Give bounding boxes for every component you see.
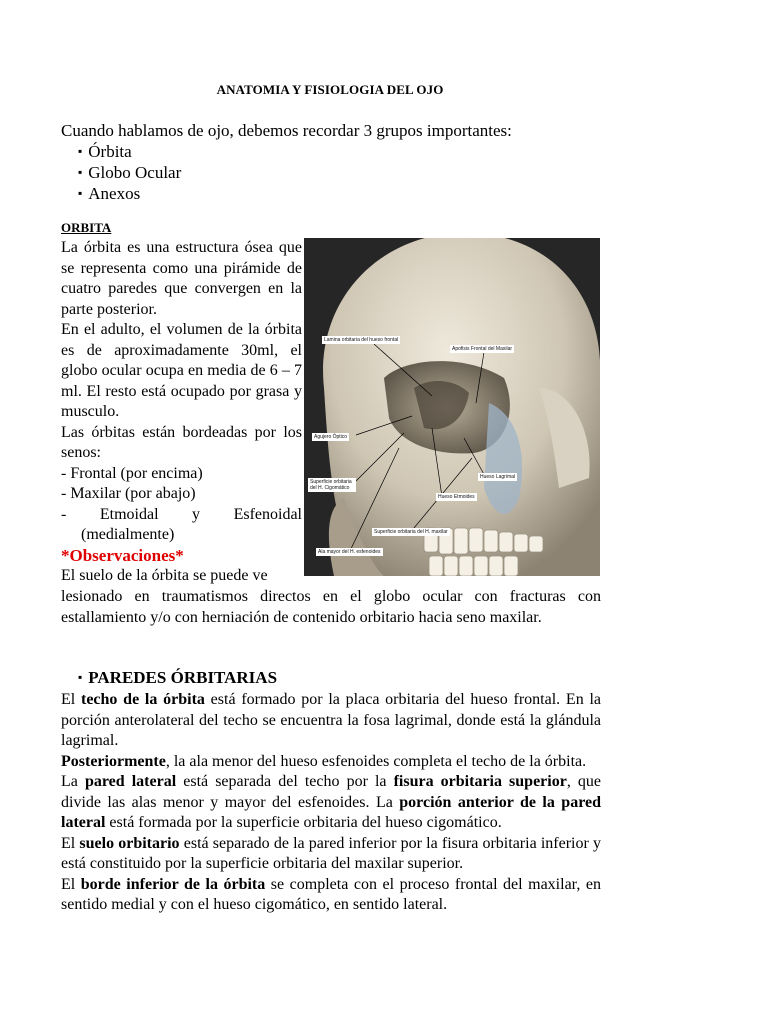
observaciones-label: *Observaciones* xyxy=(61,545,184,565)
skull-anatomy-figure xyxy=(304,238,600,576)
observaciones-continuation: lesionado en traumatismos directos en el globo ocular con fracturas con estallamiento y/o con herniación de contenido orbitario hacia seno maxilar. xyxy=(61,588,601,626)
figure-label: Ala mayor del H. esfenoides xyxy=(318,549,381,555)
paredes-text xyxy=(61,690,601,916)
figure-label: Hueso Etmoides xyxy=(438,494,475,500)
paredes-paragraph-techo: El techo de la órbita está formado por la placa orbitaria del hueso frontal. En la porción anterolateral del techo se encuentra la fosa lagrimal, donde está la glándula lagrimal. xyxy=(61,691,602,749)
figure-label: Hueso Lagrimal xyxy=(480,474,516,480)
section-heading-paredes: ▪ PAREDES ÓRBITARIAS xyxy=(78,668,277,688)
paredes-paragraph-suelo: El suelo orbitario está separado de la pared inferior por la fisura orbitaria inferior y está constituido por la superficie orbitaria del maxilar superior. xyxy=(61,834,601,872)
seno-maxilar: - Maxilar (por abajo) xyxy=(61,485,196,502)
figure-label: Lamina orbitaria del hueso frontal xyxy=(324,337,399,343)
observaciones-line-1: El suelo de la órbita se puede ve xyxy=(61,567,268,584)
document-title: ANATOMIA Y FISIOLOGIA DEL OJO xyxy=(216,82,444,97)
section-heading-orbita: ORBITA xyxy=(61,220,112,235)
orbita-text-column xyxy=(61,238,302,587)
figure-label: Superficie orbitaria del H. maxilar xyxy=(374,529,448,535)
intro-text: Cuando hablamos de ojo, debemos recordar 3 grupos importantes: xyxy=(61,121,512,140)
orbita-paragraph-1: La órbita es una estructura ósea que se representa como una pirámide de cuatro paredes que convergen en la parte posterior. xyxy=(61,239,302,318)
seno-etmoidal-esfenoidal: - Etmoidal y Esfenoidal xyxy=(61,505,302,523)
list-item: ▪ Globo Ocular xyxy=(78,163,181,184)
figure-label: Superficie orbitaria del H. Cigomático xyxy=(308,478,356,492)
figure-label: Agujero Óptico xyxy=(314,434,348,440)
orbita-paragraph-3: Las órbitas están bordeadas por los senos: xyxy=(61,423,302,461)
groups-list xyxy=(78,142,181,205)
skull-illustration xyxy=(304,238,600,576)
paredes-paragraph-lateral: La pared lateral está separada del techo por la fisura orbitaria superior, que divide las alas menor y mayor del esfenoides. La porción anterior de la pared lateral está formada por la superficie orbitaria del hueso cigomático. xyxy=(61,773,602,831)
list-item: ▪ Órbita xyxy=(78,142,181,163)
paredes-paragraph-posteriormente: Posteriormente, la ala menor del hueso esfenoides completa el techo de la órbita. xyxy=(61,752,587,770)
seno-medialmente: (medialmente) xyxy=(81,526,175,543)
orbita-paragraph-2: En el adulto, el volumen de la órbita es de aproximadamente 30ml, el globo ocular ocupa en media de 6 – 7 ml. El resto está ocupado por grasa y musculo. xyxy=(61,321,302,420)
paredes-paragraph-borde: El borde inferior de la órbita se completa con el proceso frontal del maxilar, en sentido medial y con el hueso cigomático, en sentido lateral. xyxy=(61,875,601,913)
list-item: ▪ Anexos xyxy=(78,184,181,205)
seno-frontal: - Frontal (por encima) xyxy=(61,464,203,482)
figure-label: Apofisis Frontal del Maxilar xyxy=(452,346,513,352)
